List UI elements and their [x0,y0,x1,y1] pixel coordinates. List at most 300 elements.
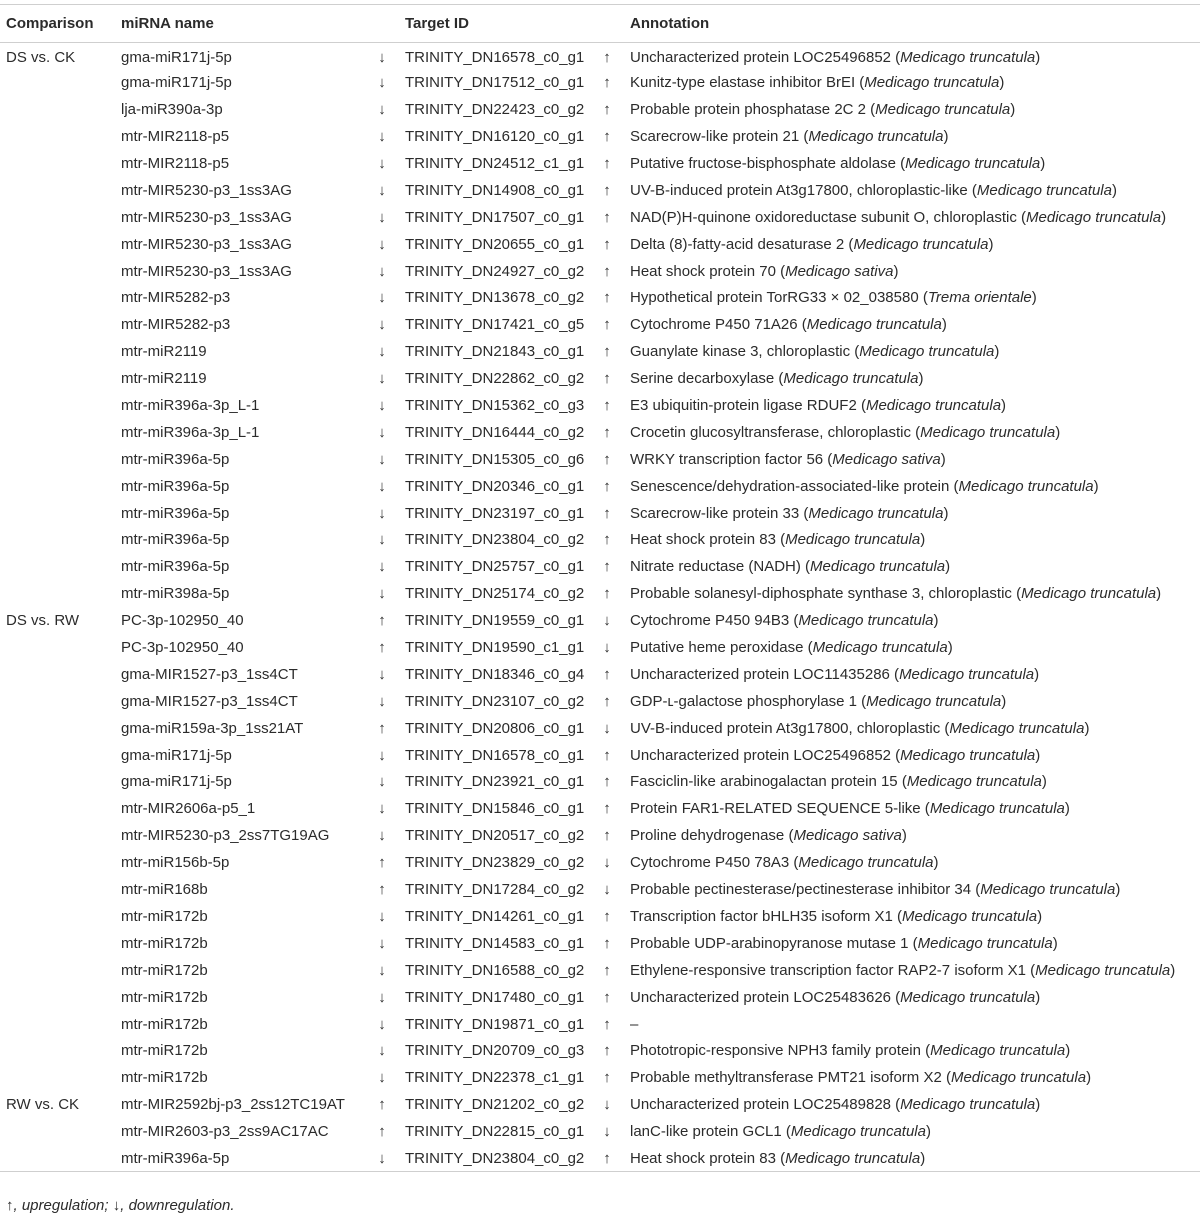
comparison-cell [0,580,112,607]
target-direction [600,769,630,796]
mirna-direction-arrow-icon: ↓ [378,181,386,199]
comparison-cell [0,392,112,419]
footnote-down-symbol: ↓ [112,1197,121,1214]
annotation-species: Medicago truncatula [798,612,934,630]
target-id-cell: TRINITY_DN24927_c0_g2 [405,262,585,280]
annotation-text: Heat shock protein 83 ( [630,531,786,549]
target-direction-arrow-icon: ↑ [603,558,611,576]
target-id-cell: TRINITY_DN17421_c0_g5 [405,316,585,334]
mirna-name-cell: mtr-miR398a-5p [121,585,230,603]
annotation-species: Medicago truncatula [949,719,1085,737]
comparison-cell [0,930,112,957]
annotation-text: Cytochrome P450 78A3 ( [630,854,799,872]
mirna-direction-arrow-icon: ↓ [378,48,386,66]
mirna-direction [375,473,405,500]
annotation-text: Uncharacterized protein LOC25483626 ( [630,988,901,1006]
target-direction [600,1145,630,1172]
mirna-name-cell: gma-miR171j-5p [121,74,232,92]
mirna-direction [375,1011,405,1038]
target-direction [600,285,630,312]
target-direction-arrow-icon: ↑ [603,262,611,280]
annotation-species: Medicago truncatula [976,181,1112,199]
mirna-direction [375,1118,405,1145]
mirna-target-table [0,4,1200,1172]
mirna-direction [375,500,405,527]
comparison-cell [0,688,112,715]
mirna-name-cell: mtr-miR396a-5p [121,531,230,549]
annotation-cell [630,500,1200,527]
annotation-text: Delta (8)-fatty-acid desaturase 2 ( [630,235,854,253]
target-direction-arrow-icon: ↑ [603,155,611,172]
target-direction-arrow-icon: ↑ [603,316,611,334]
annotation-cell [630,607,1200,634]
target-direction-arrow-icon: ↑ [603,988,611,1006]
mirna-name-cell: gma-miR171j-5p [121,746,232,764]
table-row [0,285,1200,312]
target-direction-arrow-icon: ↑ [603,397,611,415]
comparison-cell [0,1145,112,1172]
target-direction-arrow-icon: ↑ [603,961,611,979]
annotation-cell [630,96,1200,123]
mirna-name-cell: mtr-miR172b [121,988,208,1006]
target-direction [600,177,630,204]
table-row [0,473,1200,500]
mirna-direction-arrow-icon: ↓ [378,74,386,92]
mirna-direction-arrow-icon: ↑ [378,639,386,657]
comparison-cell [0,661,112,688]
table-body [0,43,1200,1172]
target-id-cell: TRINITY_DN19559_c0_g1 [405,612,585,630]
annotation-species: Medicago truncatula [812,639,948,657]
annotation-species: Medicago truncatula [875,101,1011,119]
annotation-cell [630,1011,1200,1038]
table-row [0,1037,1200,1064]
annotation-species: Medicago truncatula [1021,585,1157,603]
annotation-species: Medicago truncatula [980,881,1116,899]
comparison-cell [0,957,112,984]
mirna-name-cell: mtr-miR172b [121,1042,208,1060]
mirna-direction-arrow-icon: ↓ [378,800,386,818]
annotation-cell [630,742,1200,769]
mirna-name-cell: mtr-MIR5282-p3 [121,316,231,334]
annotation-tail: ) [1084,719,1090,737]
annotation-text: Uncharacterized protein LOC25489828 ( [630,1096,901,1114]
annotation-tail: ) [940,450,946,468]
mirna-direction [375,607,405,634]
target-direction [600,150,630,177]
target-direction-arrow-icon: ↑ [603,1015,611,1033]
target-id-cell: TRINITY_DN23829_c0_g2 [405,854,585,872]
target-direction [600,984,630,1011]
target-direction-arrow-icon: ↑ [603,370,611,388]
annotation-species: Medicago truncatula [900,988,1036,1006]
annotation-species: Medicago truncatula [899,665,1035,683]
annotation-species: Medicago truncatula [810,558,946,576]
table-row [0,607,1200,634]
mirna-direction-arrow-icon: ↓ [378,1015,386,1033]
target-direction-arrow-icon: ↓ [603,612,611,630]
annotation-cell [630,930,1200,957]
mirna-direction [375,1037,405,1064]
target-direction-arrow-icon: ↑ [603,289,611,307]
annotation-tail: ) [1035,746,1041,764]
target-id-cell: TRINITY_DN16578_c0_g1 [405,746,585,764]
target-direction [600,69,630,96]
comparison-cell [0,311,112,338]
annotation-text: Uncharacterized protein LOC11435286 ( [630,665,900,683]
mirna-name-cell: mtr-miR172b [121,907,208,925]
annotation-species: Medicago truncatula [785,1149,921,1167]
target-id-cell: TRINITY_DN14908_c0_g1 [405,181,585,199]
mirna-name-cell: PC-3p-102950_40 [121,612,244,630]
annotation-tail: ) [945,558,951,576]
target-id-cell: TRINITY_DN20517_c0_g2 [405,827,585,845]
mirna-name-cell: mtr-MIR2592bj-p3_2ss12TC19AT [121,1096,345,1114]
comparison-cell [0,795,112,822]
comparison-cell [0,69,112,96]
target-direction [600,43,630,70]
annotation-species: Medicago truncatula [865,397,1002,415]
mirna-direction-arrow-icon: ↓ [378,289,386,307]
table-row [0,392,1200,419]
target-id-cell: TRINITY_DN23804_c0_g2 [405,1145,600,1172]
target-direction [600,1011,630,1038]
comparison-cell [0,231,112,258]
target-id-cell: TRINITY_DN20655_c0_g1 [405,235,585,253]
comparison-cell: DS vs. CK [6,48,76,66]
target-direction [600,688,630,715]
mirna-direction-arrow-icon: ↓ [378,1069,386,1087]
mirna-direction [375,311,405,338]
annotation-species: Medicago truncatula [905,155,1041,172]
target-direction [600,661,630,688]
comparison-cell [0,849,112,876]
footnote-up-symbol: ↑ [6,1197,14,1214]
annotation-cell [630,769,1200,796]
annotation-text: Probable UDP-arabinopyranose mutase 1 ( [630,934,918,952]
comparison-cell [0,876,112,903]
mirna-name-cell: mtr-miR172b [121,961,208,979]
annotation-cell [630,849,1200,876]
target-direction [600,204,630,231]
mirna-name-cell: gma-miR159a-3p_1ss21AT [121,719,304,737]
comparison-cell [0,715,112,742]
mirna-direction [375,930,405,957]
target-id-cell: TRINITY_DN19590_c1_g1 [405,639,585,657]
mirna-direction-arrow-icon: ↓ [378,262,386,280]
table-row [0,177,1200,204]
annotation-cell [630,1118,1200,1145]
target-direction-arrow-icon: ↓ [603,881,611,899]
target-direction [600,473,630,500]
table-row [0,258,1200,285]
annotation-text: NAD(P)H-quinone oxidoreductase subunit O, chloroplastic ( [630,208,1027,226]
annotation-cell [630,285,1200,312]
mirna-direction [375,123,405,150]
target-id-cell: TRINITY_DN14261_c0_g1 [405,907,585,925]
target-id-cell: TRINITY_DN20709_c0_g3 [405,1042,585,1060]
comparison-cell [0,500,112,527]
footnote-up-text: , upregulation; [13,1197,113,1214]
target-direction-arrow-icon: ↓ [603,1123,611,1141]
annotation-cell [630,580,1200,607]
comparison-cell [0,984,112,1011]
annotation-tail: ) [1034,665,1040,683]
target-id-cell: TRINITY_DN20806_c0_g1 [405,719,585,737]
mirna-name-cell: mtr-miR396a-3p_L-1 [121,423,260,441]
target-direction-arrow-icon: ↑ [603,585,611,603]
mirna-direction-arrow-icon: ↓ [378,343,386,361]
table-row [0,365,1200,392]
comparison-cell [0,903,112,930]
table-row [0,688,1200,715]
table-row [0,446,1200,473]
mirna-direction-arrow-icon: ↓ [378,746,386,764]
target-direction [600,795,630,822]
annotation-text: UV-B-induced protein At3g17800, chloroplastic ( [630,719,950,737]
comparison-cell [0,365,112,392]
target-direction [600,580,630,607]
target-direction-arrow-icon: ↑ [603,450,611,468]
mirna-direction-arrow-icon: ↑ [378,881,386,899]
target-direction [600,392,630,419]
mirna-direction [375,984,405,1011]
annotation-species: Medicago truncatula [920,423,1056,441]
target-id-cell: TRINITY_DN17480_c0_g1 [405,988,585,1006]
mirna-direction-arrow-icon: ↓ [378,665,386,683]
table-row [0,553,1200,580]
comparison-cell: DS vs. RW [6,612,80,630]
annotation-tail: ) [1115,881,1121,899]
target-id-cell: TRINITY_DN17284_c0_g2 [405,881,585,899]
target-id-cell: TRINITY_DN15846_c0_g1 [405,800,585,818]
mirna-direction-arrow-icon: ↓ [378,1042,386,1060]
annotation-tail: ) [1052,934,1058,952]
mirna-direction-arrow-icon: ↓ [378,477,386,495]
annotation-cell [630,1091,1200,1118]
mirna-direction-arrow-icon: ↓ [378,558,386,576]
comparison-cell [0,527,112,554]
annotation-tail: ) [1055,423,1061,441]
mirna-direction [375,795,405,822]
annotation-species: Medicago truncatula [900,1096,1036,1114]
mirna-direction [375,742,405,769]
annotation-species: Medicago sativa [793,827,902,845]
target-direction-arrow-icon: ↑ [603,746,611,764]
target-direction [600,742,630,769]
target-direction [600,1118,630,1145]
annotation-text: lanC-like protein GCL1 ( [630,1123,791,1141]
annotation-species: Medicago truncatula [900,48,1036,66]
mirna-direction [375,876,405,903]
target-id-cell: TRINITY_DN16588_c0_g2 [405,961,585,979]
target-direction-arrow-icon: ↑ [603,101,611,119]
annotation-cell [630,231,1200,258]
target-direction [600,338,630,365]
annotation-tail: ) [1035,988,1041,1006]
annotation-cell [630,69,1200,96]
annotation-tail: ) [926,1123,931,1141]
mirna-name-cell: mtr-miR172b [121,934,208,952]
comparison-cell [0,742,112,769]
comparison-cell [0,473,112,500]
target-direction-arrow-icon: ↑ [603,665,611,683]
target-direction [600,553,630,580]
annotation-text: Putative fructose-bisphosphate aldolase ( [630,155,906,172]
comparison-cell [0,285,112,312]
annotation-cell [630,123,1200,150]
annotation-tail: ) [1086,1069,1092,1087]
target-id-cell: TRINITY_DN25757_c0_g1 [405,558,585,576]
mirna-direction [375,338,405,365]
target-id-cell: TRINITY_DN22378_c1_g1 [405,1069,585,1087]
target-direction-arrow-icon: ↑ [603,208,611,226]
mirna-name-cell: mtr-miR396a-5p [121,450,230,468]
target-id-cell: TRINITY_DN20346_c0_g1 [405,477,585,495]
annotation-tail: ) [999,74,1005,92]
mirna-direction [375,285,405,312]
annotation-species: Medicago truncatula [808,128,944,146]
annotation-cell [630,903,1200,930]
table-row [0,1011,1200,1038]
mirna-direction [375,43,405,70]
annotation-text: Heat shock protein 70 ( [630,262,786,280]
target-id-cell: TRINITY_DN22423_c0_g2 [405,101,585,119]
mirna-name-cell: mtr-MIR2606a-p5_1 [121,800,256,818]
annotation-species: Medicago truncatula [866,692,1002,710]
annotation-tail: ) [901,827,907,845]
annotation-cell [630,876,1200,903]
annotation-text: Phototropic-responsive NPH3 family protein ( [630,1042,931,1060]
annotation-tail: ) [1065,1042,1071,1060]
mirna-direction [375,957,405,984]
annotation-tail: ) [1010,101,1016,119]
target-id-cell: TRINITY_DN16444_c0_g2 [405,423,585,441]
mirna-direction-arrow-icon: ↓ [378,450,386,468]
table-row [0,419,1200,446]
target-direction-arrow-icon: ↑ [603,531,611,549]
annotation-text: Ethylene-responsive transcription factor RAP2-7 isoform X1 ( [630,961,1036,979]
table-row [0,1118,1200,1145]
annotation-tail: ) [933,854,939,872]
annotation-cell [630,984,1200,1011]
target-direction [600,1064,630,1091]
annotation-text: Protein FAR1-RELATED SEQUENCE 5-like ( [630,800,930,818]
mirna-direction [375,822,405,849]
annotation-cell [630,419,1200,446]
mirna-name-cell: mtr-miR396a-5p [112,1145,375,1172]
mirna-direction [375,258,405,285]
mirna-direction-arrow-icon: ↓ [378,235,386,253]
mirna-name-cell: mtr-MIR5230-p3_2ss7TG19AG [121,827,330,845]
annotation-species: Medicago truncatula [917,934,1053,952]
target-direction-arrow-icon: ↑ [603,692,611,710]
annotation-cell [630,795,1200,822]
table-row [0,957,1200,984]
mirna-direction-arrow-icon: ↓ [378,423,386,441]
target-direction [600,231,630,258]
annotation-text: Probable protein phosphatase 2C 2 ( [630,101,876,119]
mirna-direction-arrow-icon: ↓ [378,504,386,522]
mirna-name-cell: PC-3p-102950_40 [121,639,244,657]
comparison-cell [0,258,112,285]
annotation-tail: ) [994,343,1000,361]
table-row [0,150,1200,177]
annotation-cell [630,1064,1200,1091]
mirna-direction [375,553,405,580]
annotation-tail: ) [1037,907,1043,925]
mirna-direction [375,419,405,446]
annotation-cell [630,258,1200,285]
mirna-name-cell: mtr-miR156b-5p [121,854,230,872]
annotation-text: Putative heme peroxidase ( [630,639,813,657]
table-row [0,903,1200,930]
table-row [0,822,1200,849]
table-row [0,43,1200,70]
table-row [0,849,1200,876]
annotation-cell [630,177,1200,204]
table-row [0,742,1200,769]
target-direction-arrow-icon: ↑ [603,504,611,522]
annotation-species: Medicago truncatula [864,74,1000,92]
table-row [0,204,1200,231]
target-id-cell: TRINITY_DN14583_c0_g1 [405,934,585,952]
header-target-direction [600,5,630,43]
table-row [0,715,1200,742]
annotation-species: Medicago truncatula [790,1123,926,1141]
mirna-direction [375,1145,405,1172]
mirna-name-cell: mtr-miR396a-5p [121,477,230,495]
target-direction [600,96,630,123]
annotation-text: – [630,1015,639,1033]
mirna-direction-arrow-icon: ↓ [378,1149,386,1167]
target-direction-arrow-icon: ↑ [603,934,611,952]
annotation-species: Medicago truncatula [853,235,989,253]
target-direction [600,930,630,957]
table-row [0,876,1200,903]
annotation-cell [630,473,1200,500]
annotation-text: Serine decarboxylase ( [630,370,784,388]
annotation-tail: ) [920,1149,926,1167]
target-direction-arrow-icon: ↑ [603,907,611,925]
annotation-species: Medicago sativa [832,450,941,468]
target-direction-arrow-icon: ↑ [603,477,611,495]
mirna-name-cell: mtr-miR172b [121,1015,208,1033]
annotation-species: Medicago truncatula [808,504,944,522]
target-direction [600,446,630,473]
target-id-cell: TRINITY_DN17507_c0_g1 [405,208,585,226]
annotation-text: Proline dehydrogenase ( [630,827,794,845]
annotation-tail: ) [1041,773,1047,791]
mirna-name-cell: gma-miR171j-5p [121,48,232,66]
target-direction-arrow-icon: ↑ [603,827,611,845]
target-direction [600,123,630,150]
target-id-cell: TRINITY_DN13678_c0_g2 [405,289,585,307]
target-id-cell: TRINITY_DN15305_c0_g6 [405,450,585,468]
table-row [0,1145,1200,1172]
mirna-name-cell: mtr-miR168b [121,881,208,899]
mirna-direction [375,150,405,177]
annotation-cell [630,43,1200,70]
target-id-cell: TRINITY_DN15362_c0_g3 [405,397,585,415]
target-id-cell: TRINITY_DN16120_c0_g1 [405,128,585,146]
target-direction-arrow-icon: ↑ [603,1042,611,1060]
annotation-text: UV-B-induced protein At3g17800, chloroplastic-like ( [630,181,977,199]
target-id-cell: TRINITY_DN17512_c0_g1 [405,74,585,92]
comparison-cell [0,553,112,580]
target-direction-arrow-icon: ↑ [603,181,611,199]
table-row [0,69,1200,96]
